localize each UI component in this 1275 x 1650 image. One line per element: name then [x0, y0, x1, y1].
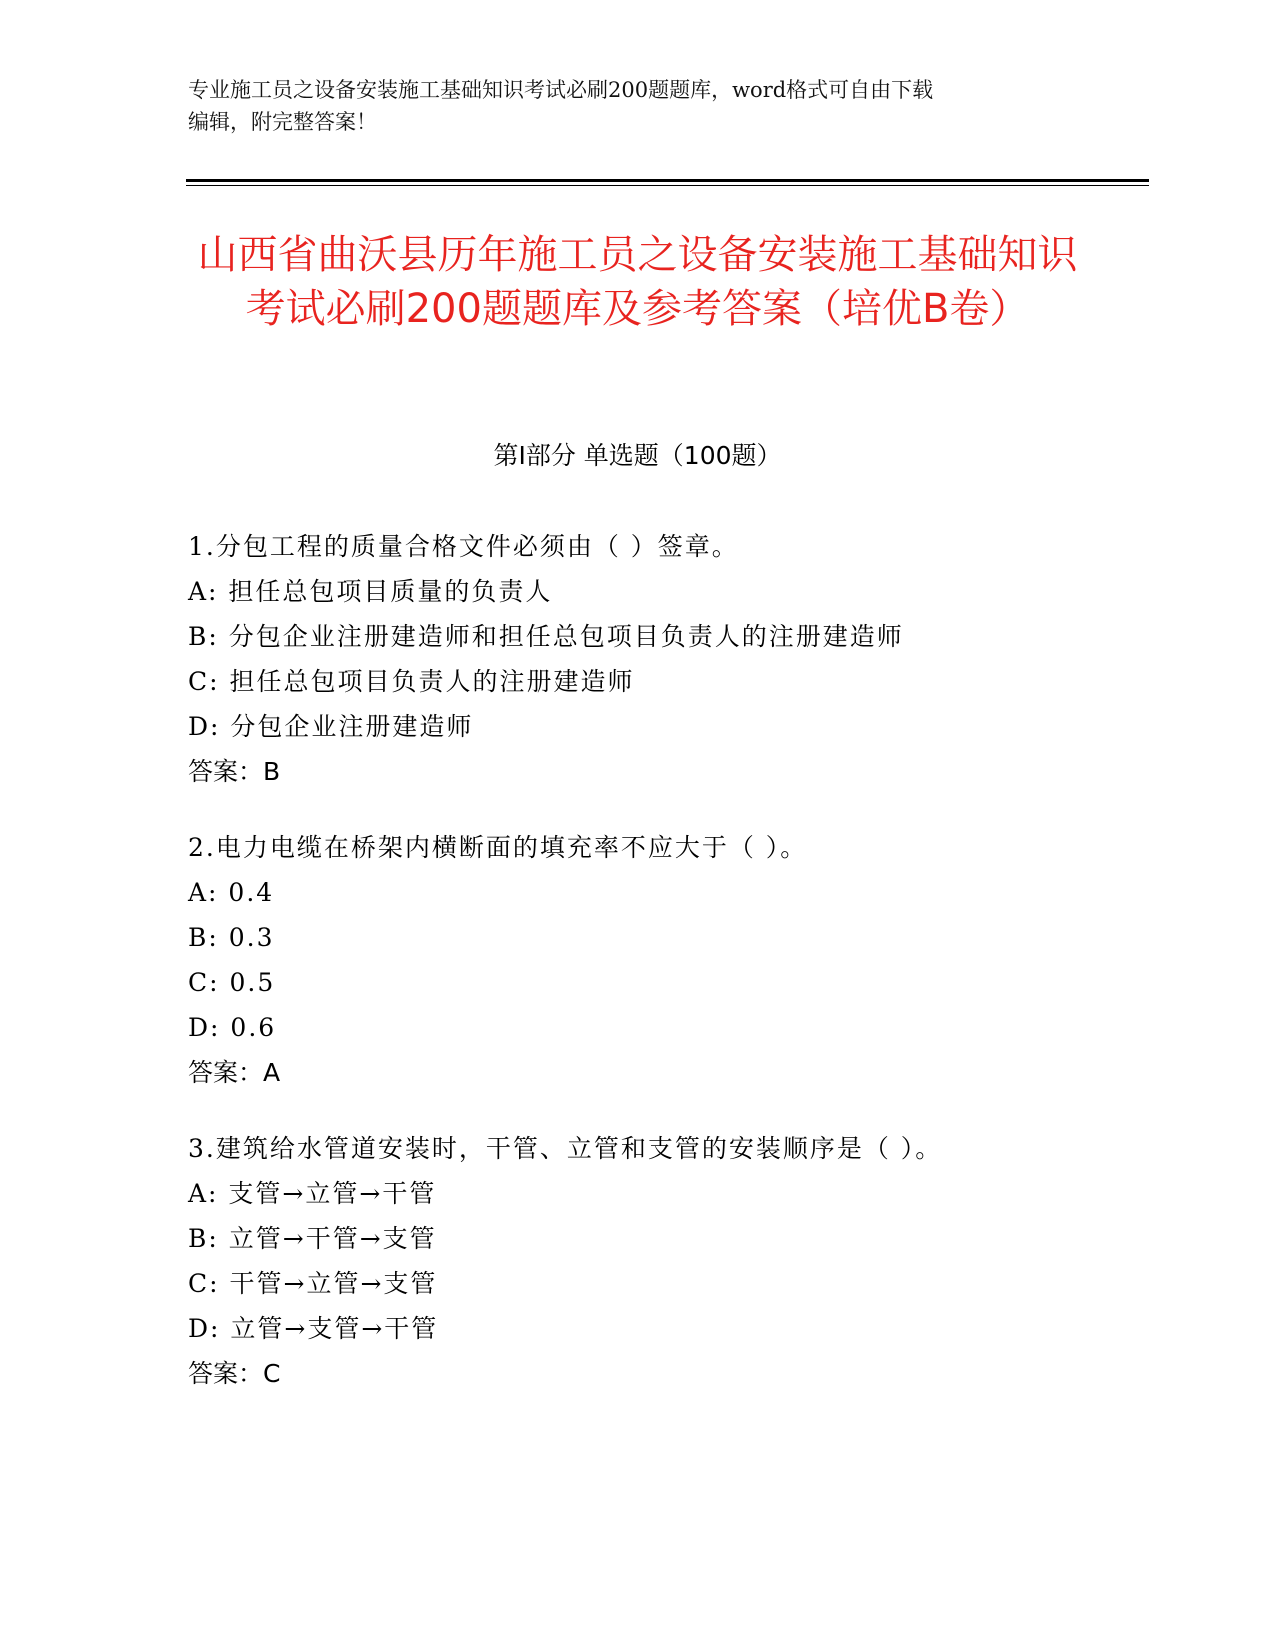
question-stem: 1.分包工程的质量合格文件必须由（ ）签章。 — [188, 532, 739, 561]
option-a: A: 担任总包项目质量的负责人 — [188, 577, 553, 606]
header-note-line-1: 专业施工员之设备安装施工基础知识考试必刷200题题库，word格式可自由下载 — [188, 78, 934, 102]
option-a: A: 支管→立管→干管 — [188, 1179, 437, 1208]
document-title: 山西省曲沃县历年施工员之设备安装施工基础知识考试必刷200题题库及参考答案（培优B卷） — [197, 232, 1078, 332]
header-note — [188, 74, 1088, 138]
option-c: C: 0.5 — [188, 968, 276, 997]
question-1 — [188, 530, 1108, 789]
answer: 答案：B — [188, 757, 281, 786]
option-b: B: 立管→干管→支管 — [188, 1224, 437, 1253]
header-rule-thick — [186, 179, 1149, 182]
option-d: D: 0.6 — [188, 1013, 277, 1042]
header-note-line-2: 编辑，附完整答案！ — [188, 110, 377, 134]
answer: 答案：A — [188, 1058, 281, 1087]
question-stem: 2.电力电缆在桥架内横断面的填充率不应大于（ ）。 — [188, 833, 808, 862]
question-list — [188, 530, 1108, 1433]
question-3 — [188, 1132, 1108, 1391]
section-heading: 第Ⅰ部分 单选题（100题） — [493, 441, 782, 470]
header-rule-thin — [186, 185, 1149, 186]
option-a: A: 0.4 — [188, 878, 275, 907]
option-d: D: 立管→支管→干管 — [188, 1314, 439, 1343]
option-b: B: 0.3 — [188, 923, 275, 952]
question-2 — [188, 831, 1108, 1090]
option-c: C: 担任总包项目负责人的注册建造师 — [188, 667, 635, 696]
answer: 答案：C — [188, 1359, 281, 1388]
option-b: B: 分包企业注册建造师和担任总包项目负责人的注册建造师 — [188, 622, 904, 651]
option-c: C: 干管→立管→支管 — [188, 1269, 438, 1298]
option-d: D: 分包企业注册建造师 — [188, 712, 474, 741]
question-stem: 3.建筑给水管道安装时，干管、立管和支管的安装顺序是（ ）。 — [188, 1134, 943, 1163]
